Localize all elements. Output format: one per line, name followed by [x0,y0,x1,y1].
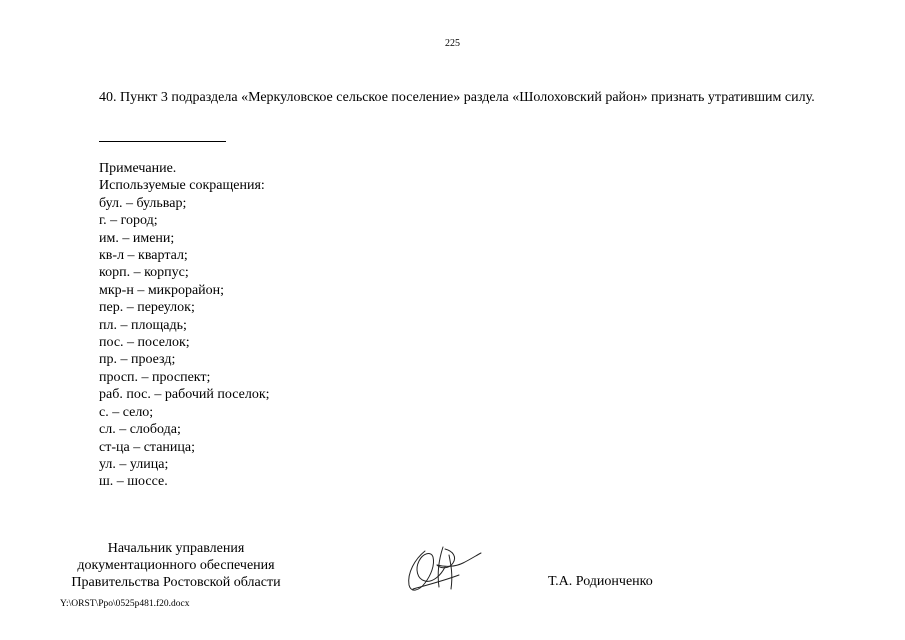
abbreviation-item: пл. – площадь; [99,317,187,333]
page-number: 225 [445,38,460,49]
abbreviation-item: раб. пос. – рабочий поселок; [99,387,270,403]
signer-position-line: Правительства Ростовской области [71,575,281,590]
abbreviation-item: пер. – переулок; [99,300,195,316]
abbreviation-item: ш. – шоссе. [99,474,168,490]
abbreviation-item: г. – город; [99,213,158,229]
abbreviation-item: пр. – проезд; [99,352,176,368]
signer-position-line: Начальник управления [107,541,245,556]
handwritten-signature [403,545,483,597]
abbreviation-item: мкр-н – микрорайон; [99,282,225,298]
signer-position [60,540,292,591]
notes-title: Примечание. [99,161,177,176]
file-path: Y:\ORST\Ppo\0525p481.f20.docx [60,599,190,609]
abbreviation-item: кв-л – квартал; [99,248,188,264]
abbreviation-item: ул. – улица; [99,456,169,472]
abbreviation-item: просп. – проспект; [99,369,211,385]
abbreviation-item: корп. – корпус; [99,265,189,281]
abbreviation-item: с. – село; [99,404,154,420]
separator-line [99,141,226,142]
amendment-paragraph: 40. Пункт 3 подраздела «Меркуловское сельское поселение» раздела «Шолоховский район» признать утратившим силу. [99,90,815,105]
notes-subtitle: Используемые сокращения: [99,178,265,194]
abbreviation-item: сл. – слобода; [99,422,181,438]
abbreviation-item: им. – имени; [99,230,175,246]
abbreviation-item: ст-ца – станица; [99,439,195,455]
abbreviation-item: бул. – бульвар; [99,195,187,211]
signer-name: Т.А. Родионченко [548,574,653,589]
notes-block [99,160,270,491]
abbreviation-item: пос. – поселок; [99,335,190,351]
signer-position-line: документационного обеспечения [77,558,275,573]
